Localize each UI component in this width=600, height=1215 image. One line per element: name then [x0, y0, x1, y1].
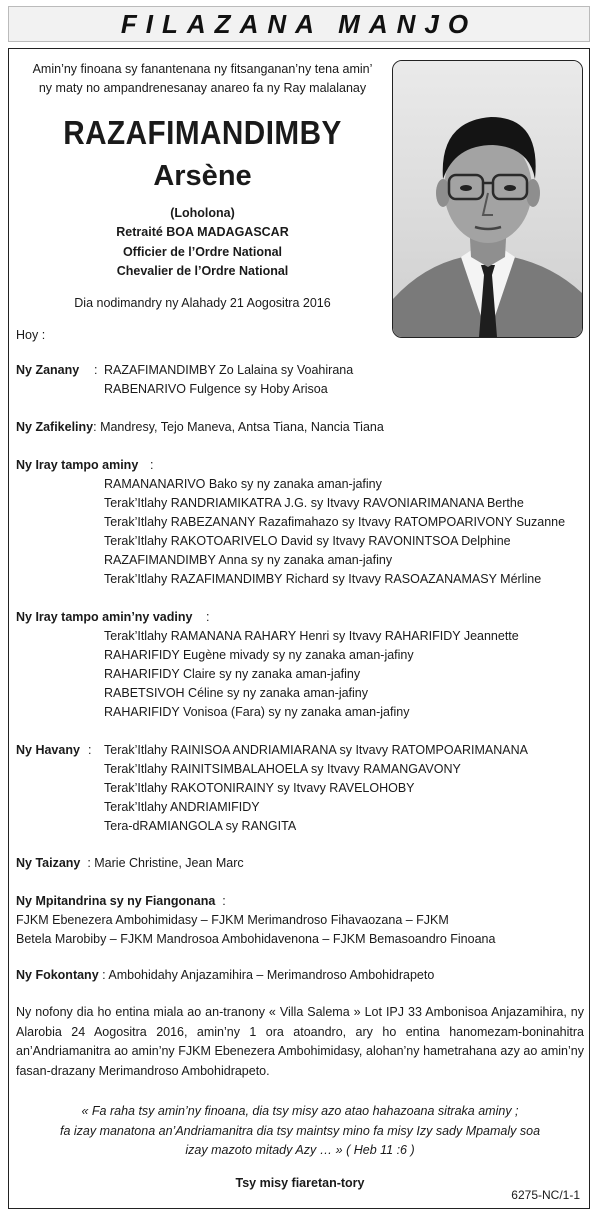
intro-line: ny maty no ampandrenesanay anareo fa ny Ray malalanay: [38, 81, 367, 95]
havany-line: Terak’Itlahy RAINISOA ANDRIAMIARANA sy Itvavy RATOMPOARIMANANA: [104, 743, 528, 757]
portrait-icon: [393, 61, 582, 337]
fokontany-label: Ny Fokontany: [16, 968, 99, 982]
havany-sep: :: [88, 743, 92, 757]
closing-line: Tsy misy fiaretan-tory: [235, 1176, 365, 1190]
mpitandrina-row: [16, 892, 226, 910]
havany-line: Tera-dRAMIANGOLA sy RANGITA: [104, 819, 297, 833]
iray-tampo-vadiny-sep: :: [206, 610, 210, 624]
title-line: Chevalier de l’Ordre National: [116, 263, 289, 278]
taizany-label: Ny Taizany: [16, 856, 81, 870]
fokontany-text: : Ambohidahy Anjazamihira – Merimandroso Ambohidrapeto: [102, 968, 435, 982]
portrait-photo: [392, 60, 583, 338]
zafikeliny-label: Ny Zafikeliny: [16, 420, 94, 434]
mpitandrina-sep: :: [222, 894, 226, 908]
iray-tampo-vadiny-line: RAHARIFIDY Claire sy ny zanaka aman-jafiny: [104, 667, 361, 681]
bible-quote: [16, 1102, 584, 1161]
taizany-row: [16, 854, 244, 872]
deceased-surname: RAZAFIMANDIMBY: [63, 114, 342, 151]
zanany-line: RAZAFIMANDIMBY Zo Lalaina sy Voahirana: [104, 363, 354, 377]
taizany-text: : Marie Christine, Jean Marc: [87, 856, 244, 870]
iray-tampo-vadiny-line: RAHARIFIDY Vonisoa (Fara) sy ny zanaka aman-jafiny: [104, 705, 410, 719]
title-line: (Loholona): [170, 206, 235, 220]
intro-text: [20, 60, 385, 98]
havany-line: Terak’Itlahy RAINITSIMBALAHOELA sy Itvavy RAMANGAVONY: [104, 762, 461, 776]
zafikeliny-row: [16, 418, 384, 436]
zanany-sep: :: [94, 363, 98, 377]
intro-line: Amin’ny finoana sy fanantenana ny fitsanganan’ny tena amin’: [32, 62, 373, 76]
havany-label: Ny Havany: [16, 743, 80, 757]
title-line: Officier de l’Ordre National: [122, 244, 283, 259]
iray-tampo-sep: :: [150, 458, 154, 472]
reference-code: 6275-NC/1-1: [511, 1188, 580, 1202]
iray-tampo-label: Ny Iray tampo aminy: [16, 458, 139, 472]
iray-tampo-line: RAMANANARIVO Bako sy ny zanaka aman-jafiny: [104, 477, 382, 491]
mpitandrina-line: Betela Marobiby – FJKM Mandrosoa Ambohidavenona – FJKM Bemasoandro Finoana: [16, 932, 496, 946]
deceased-titles: [20, 204, 385, 281]
iray-tampo-line: Terak’Itlahy RAZAFIMANDIMBY Richard sy Itvavy RASOAZANAMASY Mérline: [104, 572, 542, 586]
iray-tampo-vadiny-label: Ny Iray tampo amin’ny vadiny: [16, 610, 193, 624]
iray-tampo-line: RAZAFIMANDIMBY Anna sy ny zanaka aman-jafiny: [104, 553, 393, 567]
quote-line: fa izay manatona an’Andriamanitra dia tsy maintsy mino fa misy Izy sady Mpamaly soa: [59, 1123, 541, 1138]
funeral-paragraph: Ny nofony dia ho entina miala ao an-tranony « Villa Salema » Lot IPJ 33 Ambonisoa Anjazamihira, ny Alarobia 24 Aogositra 2016, amin’ny 1 ora atoandro, ary ho entina hanomezam-boninahitra an’Andriamanitra ao amin’ny FJKM Ebenezera Ambohimidasy, alohan’ny hametrahana azy ao amin’ny fasan-drazany Merimandroso Ambohidrapeto.: [16, 1005, 584, 1078]
havany-line: Terak’Itlahy RAKOTONIRAINY sy Itvavy RAVELOHOBY: [104, 781, 415, 795]
iray-tampo-line: Terak’Itlahy RAKOTOARIVELO David sy Itvavy RAVONINTSOA Delphine: [104, 534, 511, 548]
mpitandrina-line: FJKM Ebenezera Ambohimidasy – FJKM Merimandroso Fihavaozana – FJKM: [16, 913, 449, 927]
iray-tampo-line: Terak’Itlahy RABEZANANY Razafimahazo sy Itvavy RATOMPOARIVONY Suzanne: [104, 515, 566, 529]
mpitandrina-label: Ny Mpitandrina sy ny Fiangonana: [16, 894, 216, 908]
title-line: Retraité BOA MADAGASCAR: [116, 225, 289, 240]
fokontany-row: [16, 966, 434, 984]
iray-tampo-vadiny-line: RAHARIFIDY Eugène mivady sy ny zanaka aman-jafiny: [104, 648, 414, 662]
iray-tampo-line: Terak’Itlahy RANDRIAMIKATRA J.G. sy Itvavy RAVONIARIMANANA Berthe: [104, 496, 524, 510]
quote-line: izay mazoto mitady Azy … » ( Heb 11 :6 ): [185, 1143, 415, 1157]
header-banner: [8, 6, 590, 42]
deceased-first-name: Arsène: [153, 160, 252, 192]
iray-tampo-vadiny-line: RABETSIVOH Céline sy ny zanaka aman-jafiny: [104, 686, 368, 700]
zafikeliny-text: : Mandresy, Tejo Maneva, Antsa Tiana, Nancia Tiana: [93, 420, 384, 434]
quote-line: « Fa raha tsy amin’ny finoana, dia tsy misy azo atao hahazoana sitraka aminy ;: [81, 1104, 519, 1118]
iray-tampo-vadiny-line: Terak’Itlahy RAMANANA RAHARY Henri sy Itvavy RAHARIFIDY Jeannette: [104, 629, 519, 643]
havany-line: Terak’Itlahy ANDRIAMIFIDY: [104, 800, 260, 814]
hoy-label: Hoy :: [16, 328, 46, 342]
header-title: FILAZANA MANJO: [120, 8, 478, 39]
zanany-label: Ny Zanany: [16, 363, 80, 377]
zanany-line: RABENARIVO Fulgence sy Hoby Arisoa: [104, 382, 328, 396]
date-line: Dia nodimandry ny Alahady 21 Aogositra 2016: [74, 296, 331, 310]
